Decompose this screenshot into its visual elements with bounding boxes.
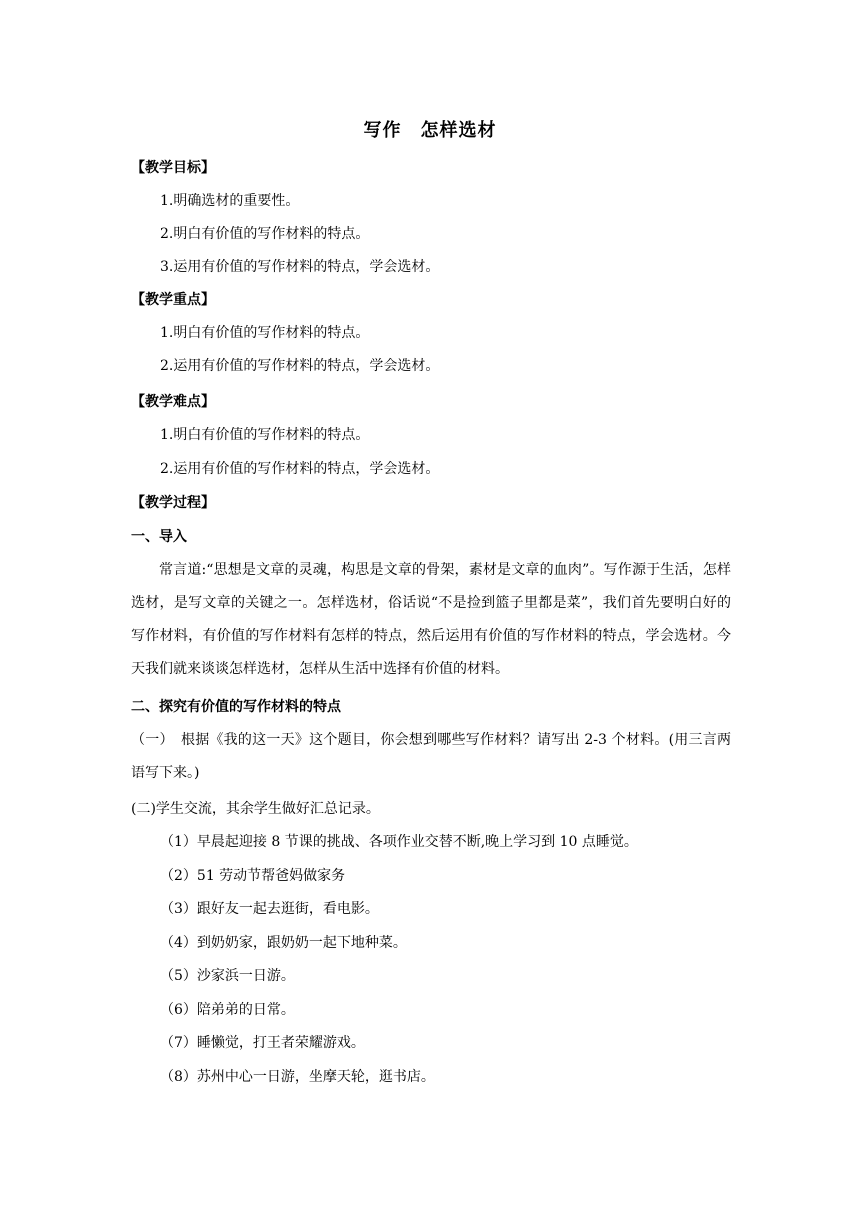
material-item: （5）沙家浜一日游。 [160,968,295,984]
goal-item: 3.运用有价值的写作材料的特点，学会选材。 [160,259,440,275]
difficulty-item: 2.运用有价值的写作材料的特点，学会选材。 [160,461,440,477]
material-item: （3）跟好友一起去逛街，看电影。 [160,901,379,917]
section-intro-heading: 一、导入 [131,529,187,545]
goal-item: 2.明白有价值的写作材料的特点。 [160,226,370,242]
section-explore-heading: 二、探究有价值的写作材料的特点 [131,699,341,715]
material-item: （7）睡懒觉，打王者荣耀游戏。 [160,1035,365,1051]
material-item: （4）到奶奶家，跟奶奶一起下地种菜。 [160,935,407,951]
process-heading: 【教学过程】 [131,495,215,511]
material-item: （1）早晨起迎接 8 节课的挑战、各项作业交替不断,晚上学习到 10 点睡觉。 [160,834,638,850]
difficulty-item: 1.明白有价值的写作材料的特点。 [160,427,370,443]
material-item: （6）陪弟弟的日常。 [160,1002,295,1018]
intro-paragraph: 常言道:“思想是文章的灵魂，构思是文章的骨架，素材是文章的血肉”。写作源于生活，怎样选材，是写文章的关键之一。怎样选材，俗话说“不是捡到篮子里都是菜”，我们首先要明白好的写作材料，有价值的写作材料有怎样的特点，然后运用有价值的写作材料的特点，学会选材。今天我们就来谈谈怎样选材，怎样从生活中选择有价值的材料。 [131,562,731,677]
step-one-text: （一） 根据《我的这一天》这个题目，你会想到哪些写作材料？请写出 2-3 个材料。(用三言两语写下来。) [131,732,731,781]
key-point-item: 1.明白有价值的写作材料的特点。 [160,325,370,341]
difficulties-heading: 【教学难点】 [131,394,215,410]
document-title: 写作 怎样选材 [363,120,497,141]
goal-item: 1.明确选材的重要性。 [160,193,300,209]
material-item: （8）苏州中心一日游，坐摩天轮，逛书店。 [160,1069,435,1085]
material-item: （2）51 劳动节帮爸妈做家务 [160,868,346,884]
key-point-item: 2.运用有价值的写作材料的特点，学会选材。 [160,358,440,374]
goals-heading: 【教学目标】 [131,160,215,176]
key-points-heading: 【教学重点】 [131,292,215,308]
step-two-text: (二)学生交流，其余学生做好汇总记录。 [131,801,380,817]
